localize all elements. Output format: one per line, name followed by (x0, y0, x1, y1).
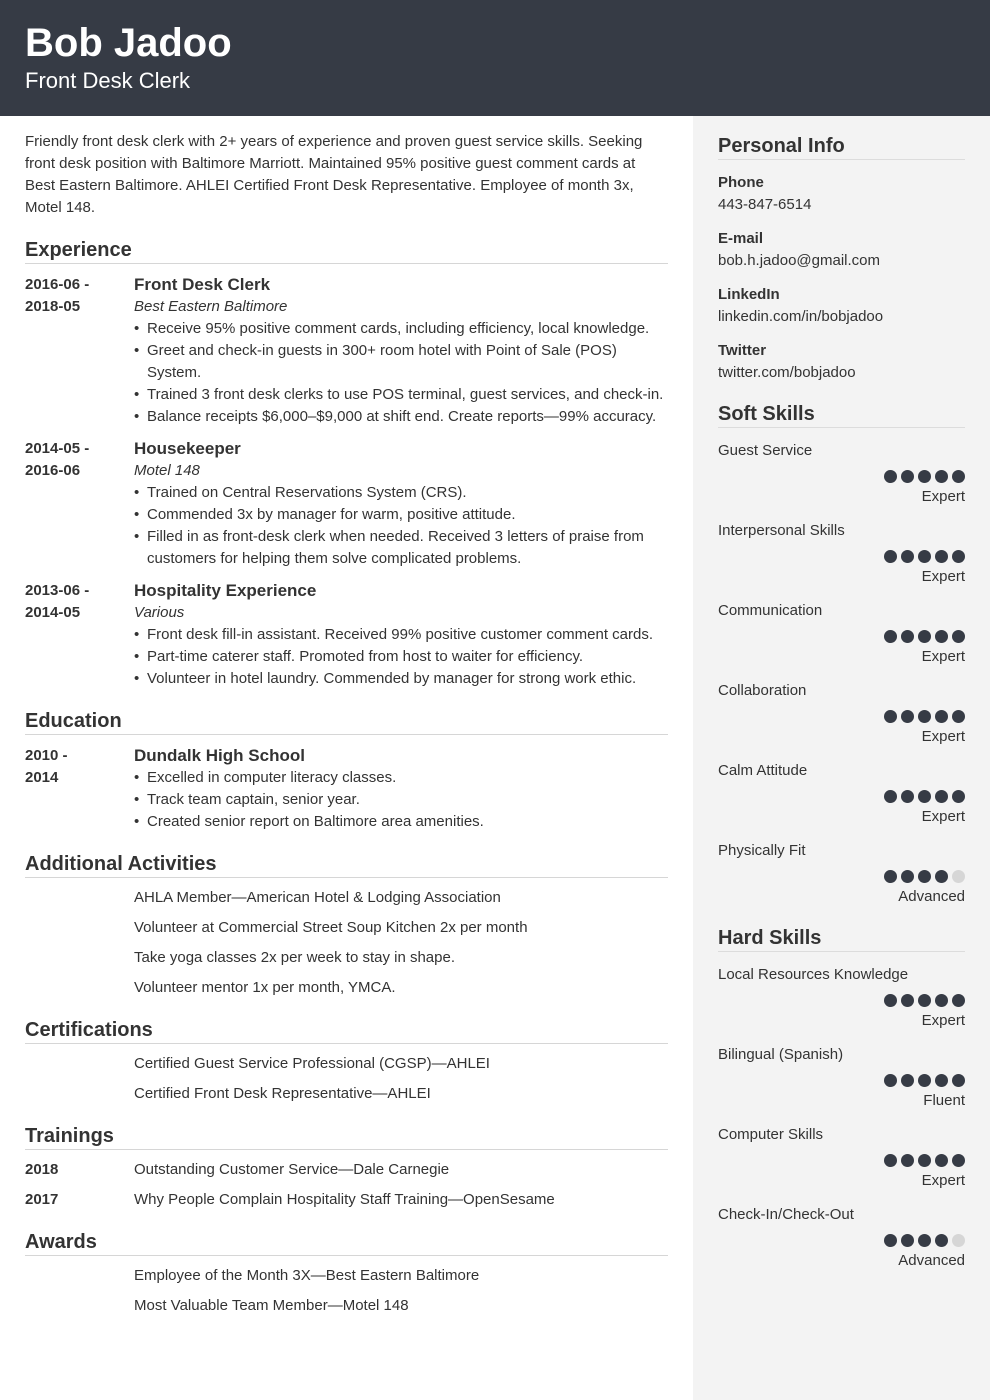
activity-text: Volunteer mentor 1x per month, YMCA. (134, 979, 396, 996)
entry-role: Front Desk Clerk (134, 275, 271, 294)
rating-dot-filled (884, 710, 897, 723)
skill-item (718, 1204, 965, 1272)
certifications-heading: Certifications (25, 1018, 668, 1044)
entry-date (25, 580, 134, 690)
skill-rating (718, 710, 965, 724)
skill-name: Calm Attitude (718, 762, 808, 779)
skill-rating (718, 470, 965, 484)
rating-dot-filled (935, 1234, 948, 1247)
school-name: Dundalk High School (134, 746, 305, 765)
skill-rating (718, 1074, 965, 1088)
bullet: • Receive 95% positive comment cards, including efficiency, local knowledge. (147, 318, 668, 340)
skill-rating (718, 994, 965, 1008)
personal-info-heading: Personal Info (718, 134, 965, 160)
skill-name: Local Resources Knowledge (718, 966, 909, 983)
rating-dot-filled (884, 470, 897, 483)
rating-dot-filled (884, 1234, 897, 1247)
entry-date (25, 438, 134, 570)
rating-dot-filled (901, 1074, 914, 1087)
experience-entry (25, 438, 668, 570)
skill-level: Expert (921, 648, 965, 665)
rating-dot-filled (935, 1074, 948, 1087)
twitter-label: Twitter (718, 342, 767, 359)
skill-rating (718, 550, 965, 564)
education-entry (25, 745, 668, 833)
email-value: bob.h.jadoo@gmail.com (718, 252, 880, 269)
hard-skills-heading: Hard Skills (718, 926, 965, 952)
entry-org: Motel 148 (134, 462, 200, 479)
rating-dot-filled (935, 994, 948, 1007)
entry-bullets (134, 482, 668, 570)
list-item (25, 1159, 668, 1181)
entry-body (134, 745, 668, 833)
entry-org: Best Eastern Baltimore (134, 298, 288, 315)
skill-name: Computer Skills (718, 1126, 824, 1143)
award-text: Employee of the Month 3X—Best Eastern Baltimore (134, 1267, 480, 1284)
rating-dot-filled (935, 710, 948, 723)
bullet: • Trained on Central Reservations System (CRS). (147, 482, 668, 504)
rating-dot-filled (935, 470, 948, 483)
skill-rating (718, 1154, 965, 1168)
rating-dot-filled (918, 870, 931, 883)
training-year: 2017 (25, 1191, 59, 1208)
rating-dot-filled (901, 870, 914, 883)
activities-heading: Additional Activities (25, 852, 668, 878)
entry-date (25, 745, 134, 833)
resume-header (0, 0, 990, 116)
list-item (25, 917, 668, 939)
trainings-heading: Trainings (25, 1124, 668, 1150)
list-item (25, 1265, 668, 1287)
summary: Friendly front desk clerk with 2+ years of experience and proven guest service skills. Seeking front desk position with Baltimore Marriott. Maintained 95% positive guest comment cards at Best Eastern Baltimore. AHLEI Certified Front Desk Representative. Employee of month 3x, Motel 148. (25, 133, 643, 216)
skill-item (718, 1044, 965, 1112)
bullet: • Track team captain, senior year. (147, 789, 668, 811)
skill-level: Expert (921, 808, 965, 825)
rating-dot-filled (901, 470, 914, 483)
skill-level: Expert (921, 1172, 965, 1189)
email-label: E-mail (718, 230, 764, 247)
skill-item (718, 680, 965, 748)
rating-dot-filled (884, 870, 897, 883)
date-end: 2014 (25, 769, 59, 786)
award-text: Most Valuable Team Member—Motel 148 (134, 1297, 409, 1314)
experience-list (25, 274, 668, 690)
rating-dot-empty (952, 870, 965, 883)
awards-list (25, 1265, 668, 1317)
rating-dot-filled (952, 994, 965, 1007)
skill-item (718, 520, 965, 588)
awards-heading: Awards (25, 1230, 668, 1256)
activity-text: AHLA Member—American Hotel & Lodging Association (134, 889, 501, 906)
rating-dot-filled (918, 630, 931, 643)
rating-dot-filled (901, 1234, 914, 1247)
rating-dot-filled (918, 994, 931, 1007)
skill-name: Communication (718, 602, 823, 619)
skill-level: Expert (921, 1012, 965, 1029)
sidebar (693, 116, 990, 1400)
main-column (25, 116, 668, 1325)
skill-name: Check-In/Check-Out (718, 1206, 854, 1223)
education-heading: Education (25, 709, 668, 735)
rating-dot-filled (884, 790, 897, 803)
rating-dot-filled (952, 790, 965, 803)
rating-dot-filled (952, 710, 965, 723)
linkedin-label: LinkedIn (718, 286, 780, 303)
experience-entry (25, 580, 668, 690)
date-start: 2010 - (25, 747, 68, 764)
phone-label: Phone (718, 174, 764, 191)
soft-skills-list (718, 440, 965, 908)
experience-entry (25, 274, 668, 428)
rating-dot-filled (935, 630, 948, 643)
bullet: • Front desk fill-in assistant. Received 99% positive customer comment cards. (147, 624, 668, 646)
linkedin-value: linkedin.com/in/bobjadoo (718, 308, 884, 325)
rating-dot-filled (918, 1234, 931, 1247)
date-start: 2014-05 - (25, 440, 90, 457)
skill-rating (718, 790, 965, 804)
activities-list (25, 887, 668, 999)
skill-rating (718, 1234, 965, 1248)
skill-rating (718, 870, 965, 884)
rating-dot-filled (952, 470, 965, 483)
hard-skills-list (718, 964, 965, 1272)
rating-dot-filled (901, 790, 914, 803)
rating-dot-filled (952, 1154, 965, 1167)
entry-bullets (134, 318, 668, 428)
list-item (25, 887, 668, 909)
date-start: 2013-06 - (25, 582, 90, 599)
skill-level: Advanced (898, 1252, 965, 1269)
skill-name: Physically Fit (718, 842, 806, 859)
skill-level: Expert (921, 728, 965, 745)
rating-dot-filled (935, 790, 948, 803)
date-start: 2016-06 - (25, 276, 90, 293)
rating-dot-filled (935, 550, 948, 563)
date-end: 2014-05 (25, 604, 81, 621)
entry-role: Housekeeper (134, 439, 241, 458)
skill-name: Guest Service (718, 442, 813, 459)
bullet: • Trained 3 front desk clerks to use POS terminal, guest services, and check-in. (147, 384, 668, 406)
certifications-list (25, 1053, 668, 1105)
candidate-title: Front Desk Clerk (25, 68, 191, 93)
bullet: • Volunteer in hotel laundry. Commended by manager for strong work ethic. (147, 668, 668, 690)
skill-rating (718, 630, 965, 644)
rating-dot-filled (884, 630, 897, 643)
entry-role: Hospitality Experience (134, 581, 317, 600)
experience-heading: Experience (25, 238, 668, 264)
date-end: 2016-06 (25, 462, 81, 479)
trainings-list (25, 1159, 668, 1211)
bullet: • Balance receipts $6,000–$9,000 at shift end. Create reports—99% accuracy. (147, 406, 668, 428)
entry-body (134, 274, 668, 428)
rating-dot-filled (901, 550, 914, 563)
entry-date (25, 274, 134, 428)
skill-level: Expert (921, 568, 965, 585)
rating-dot-filled (952, 1074, 965, 1087)
date-end: 2018-05 (25, 298, 81, 315)
rating-dot-filled (901, 630, 914, 643)
rating-dot-filled (901, 710, 914, 723)
entry-body (134, 438, 668, 570)
skill-level: Fluent (923, 1092, 965, 1109)
list-item (25, 1053, 668, 1075)
rating-dot-filled (901, 1154, 914, 1167)
skill-name: Interpersonal Skills (718, 522, 845, 539)
rating-dot-filled (884, 1154, 897, 1167)
list-item (25, 1295, 668, 1317)
list-item (25, 947, 668, 969)
skill-level: Advanced (898, 888, 965, 905)
entry-body (134, 580, 668, 690)
list-item (25, 977, 668, 999)
candidate-name: Bob Jadoo (25, 21, 232, 65)
certification-text: Certified Guest Service Professional (CGSP)—AHLEI (134, 1055, 490, 1072)
rating-dot-filled (918, 470, 931, 483)
soft-skills-heading: Soft Skills (718, 402, 965, 428)
rating-dot-filled (918, 550, 931, 563)
skill-item (718, 440, 965, 508)
rating-dot-filled (884, 550, 897, 563)
activity-text: Volunteer at Commercial Street Soup Kitchen 2x per month (134, 919, 528, 936)
rating-dot-filled (952, 630, 965, 643)
rating-dot-filled (935, 870, 948, 883)
rating-dot-filled (935, 1154, 948, 1167)
rating-dot-filled (884, 994, 897, 1007)
skill-item (718, 964, 965, 1032)
bullet: • Greet and check-in guests in 300+ room hotel with Point of Sale (POS) System. (147, 340, 668, 384)
entry-org: Various (134, 604, 185, 621)
list-item (25, 1189, 668, 1211)
rating-dot-filled (918, 1154, 931, 1167)
training-text: Outstanding Customer Service—Dale Carnegie (134, 1161, 450, 1178)
twitter-value: twitter.com/bobjadoo (718, 364, 856, 381)
skill-item (718, 760, 965, 828)
rating-dot-filled (884, 1074, 897, 1087)
bullet: • Commended 3x by manager for warm, positive attitude. (147, 504, 668, 526)
skill-item (718, 840, 965, 908)
phone-value: 443-847-6514 (718, 196, 812, 213)
bullet: • Created senior report on Baltimore area amenities. (147, 811, 668, 833)
rating-dot-filled (901, 994, 914, 1007)
entry-bullets (134, 767, 668, 833)
rating-dot-filled (918, 1074, 931, 1087)
skill-name: Collaboration (718, 682, 807, 699)
rating-dot-filled (918, 790, 931, 803)
bullet: • Filled in as front-desk clerk when needed. Received 3 letters of praise from customers for helping them solve complicated problems. (147, 526, 668, 570)
skill-level: Expert (921, 488, 965, 505)
rating-dot-empty (952, 1234, 965, 1247)
list-item (25, 1083, 668, 1105)
certification-text: Certified Front Desk Representative—AHLEI (134, 1085, 431, 1102)
training-text: Why People Complain Hospitality Staff Training—OpenSesame (134, 1191, 555, 1208)
skill-item (718, 1124, 965, 1192)
personal-info-list (718, 172, 965, 384)
rating-dot-filled (952, 550, 965, 563)
activity-text: Take yoga classes 2x per week to stay in shape. (134, 949, 456, 966)
rating-dot-filled (918, 710, 931, 723)
skill-name: Bilingual (Spanish) (718, 1046, 844, 1063)
skill-item (718, 600, 965, 668)
training-year: 2018 (25, 1161, 59, 1178)
entry-bullets (134, 624, 668, 690)
bullet: • Excelled in computer literacy classes. (147, 767, 668, 789)
bullet: • Part-time caterer staff. Promoted from host to waiter for efficiency. (147, 646, 668, 668)
